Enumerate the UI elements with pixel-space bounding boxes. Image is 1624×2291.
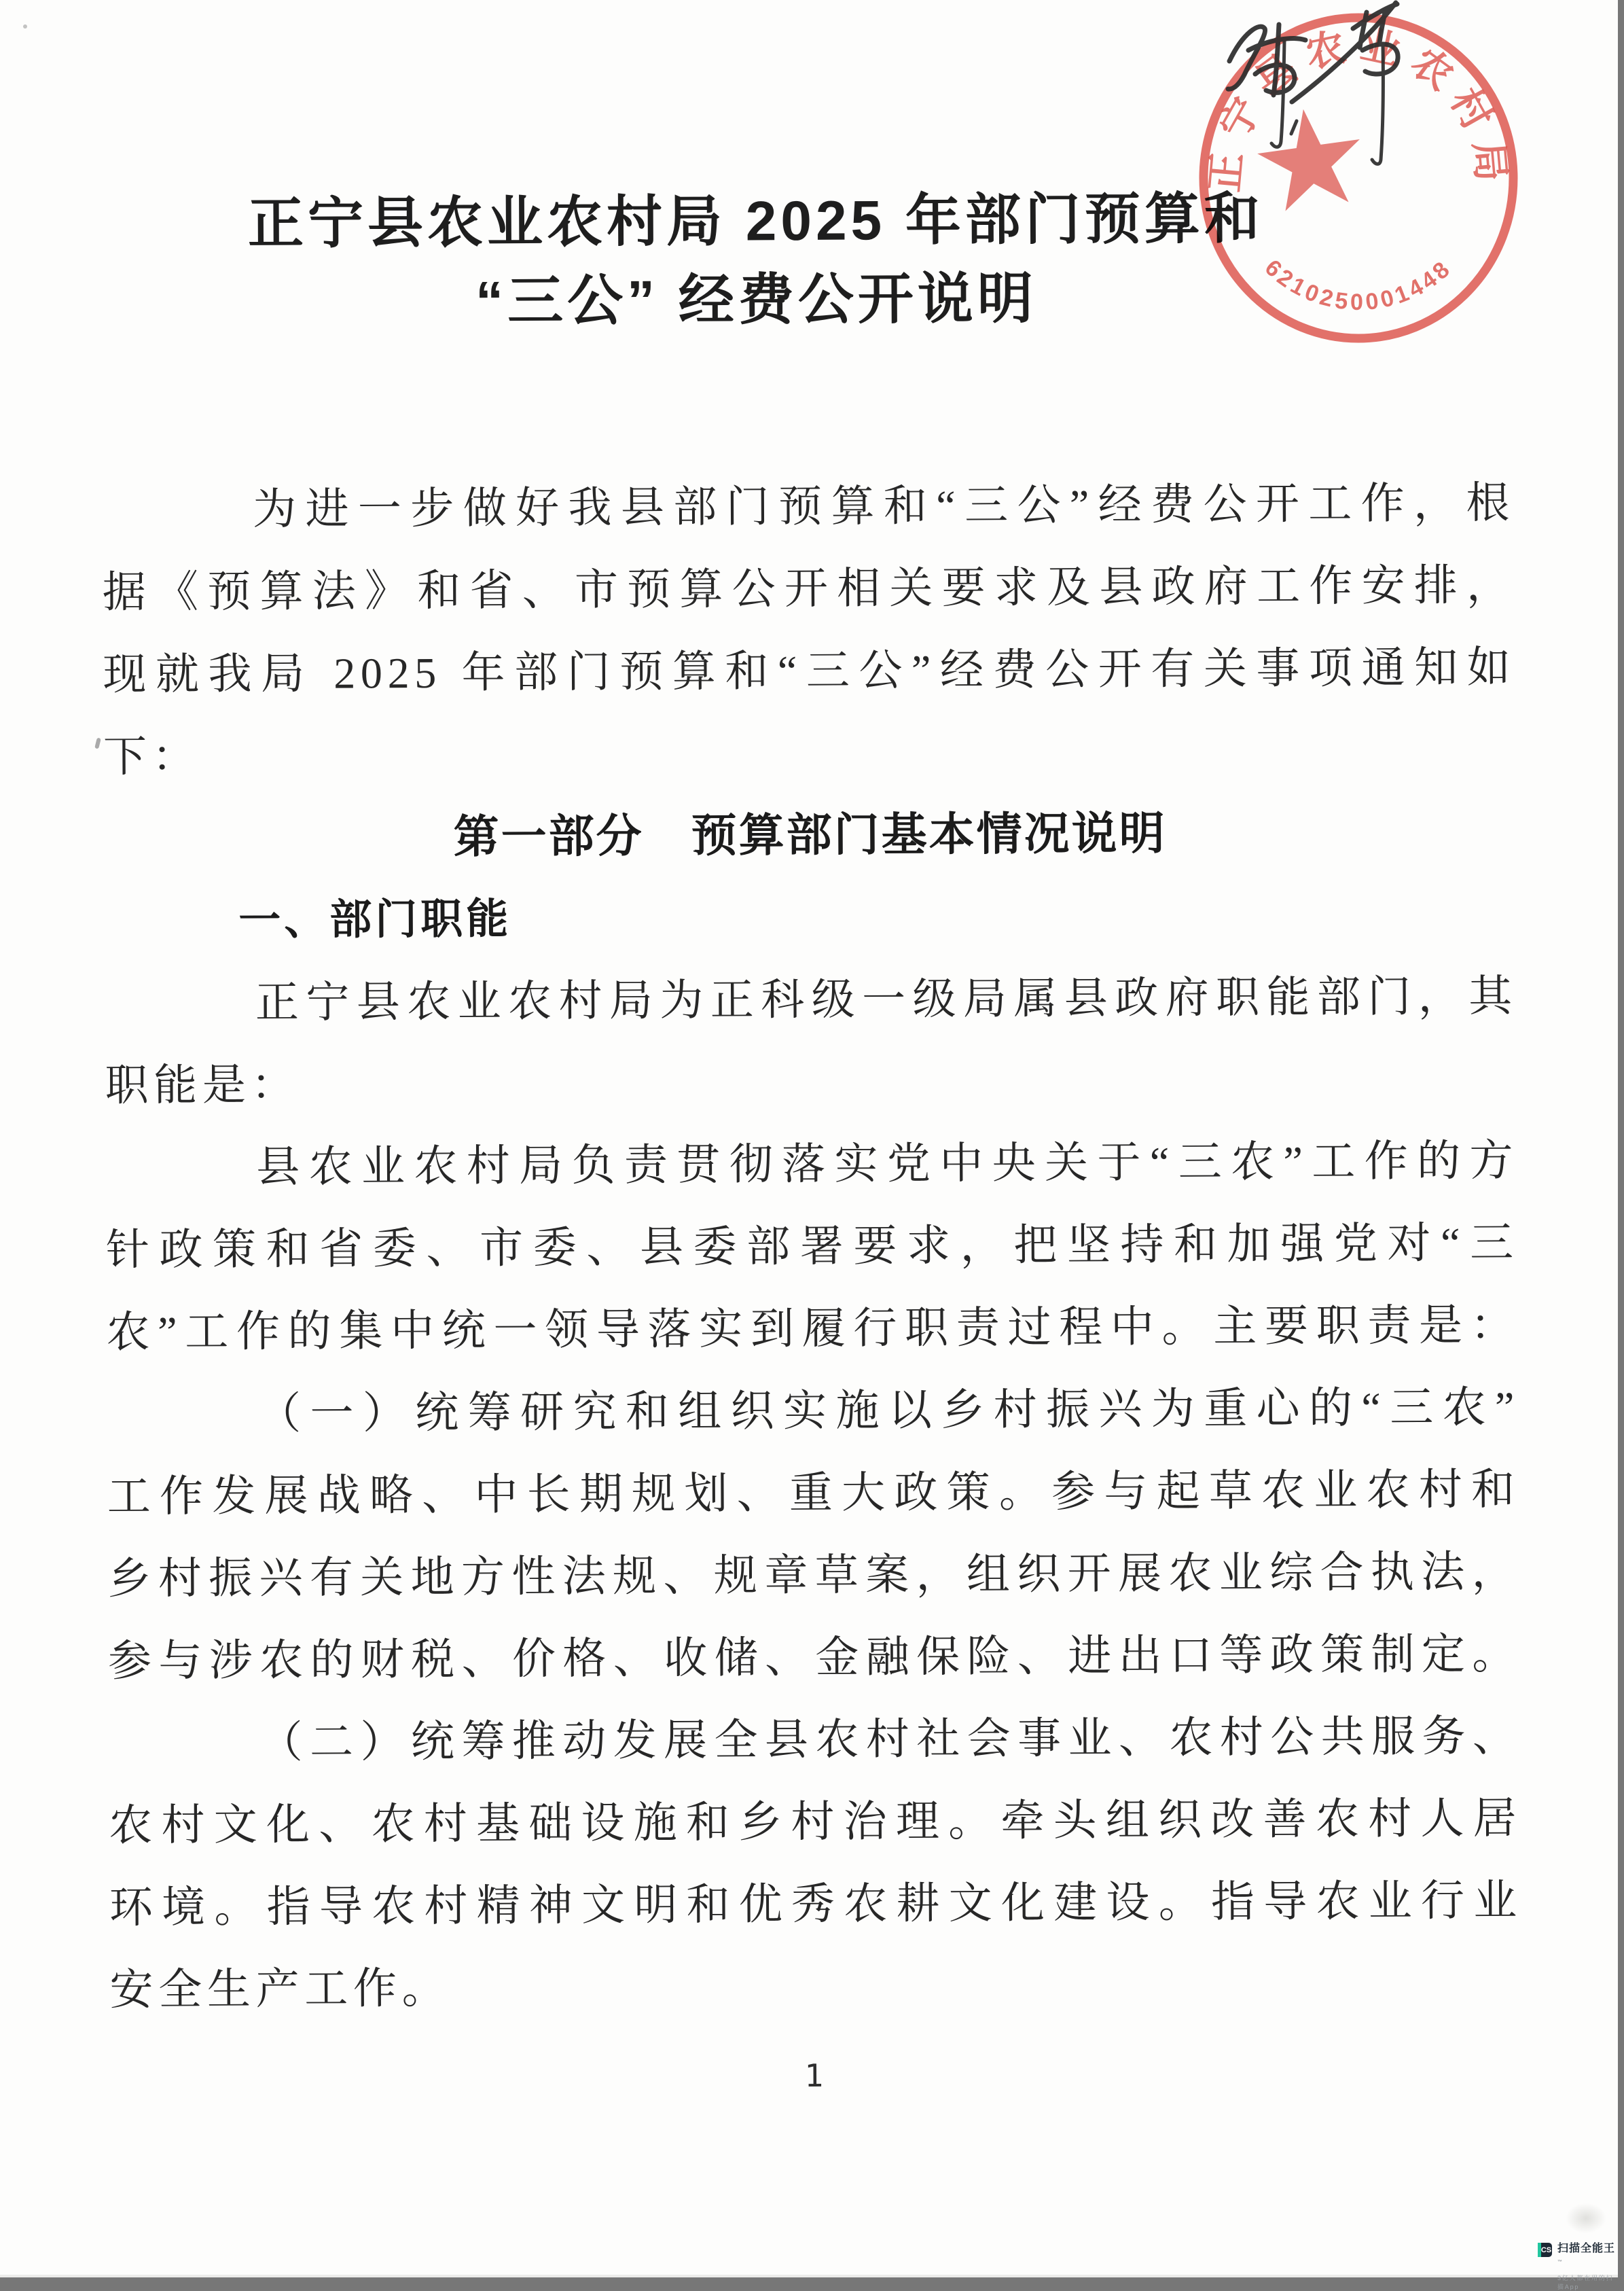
trademark-symbol: ™	[1557, 2260, 1563, 2265]
document-body	[102, 462, 1523, 2031]
camscanner-logo-icon	[1538, 2243, 1552, 2257]
document-line: 下：	[103, 732, 201, 781]
document-line: 据《预算法》和省、市预算公开相关要求及县政府工作安排，	[102, 561, 1515, 617]
app-tagline: 3亿人都在用的扫描App	[1557, 2275, 1614, 2291]
document-line: 农”工作的集中统一领导落实到履行职责过程中。主要职责是：	[106, 1300, 1519, 1357]
camscanner-watermark	[1538, 2242, 1618, 2291]
logo-letters: CS	[1540, 2245, 1552, 2254]
sub-heading: 一、部门职能	[238, 895, 512, 944]
document-line: 环境。指导农村精神文明和优秀农耕文化建设。指导农业行业	[109, 1876, 1523, 1932]
seal-org-text: 正宁县农业农村局	[1202, 22, 1515, 194]
document-line: 现就我局 2025 年部门预算和“三公”经费公开有关事项通知如	[103, 643, 1516, 699]
section-heading: 第一部分 预算部门基本情况说明	[453, 808, 1167, 863]
seal-code: 6210250001448	[1259, 254, 1458, 315]
ink-speck	[23, 24, 27, 29]
scan-edge	[0, 2275, 1618, 2277]
document-line: 安全生产工作。	[109, 1964, 451, 2014]
watermark-text	[1557, 2242, 1618, 2291]
document-line: 正宁县农业农村局为正科级一级局属县政府职能部门，其	[255, 972, 1518, 1027]
document-line: 县农业农村局负责贯彻落实党中央关于“三农”工作的方	[256, 1136, 1519, 1192]
seal-star-icon	[1252, 102, 1369, 213]
document-line: 参与涉农的财税、价格、收储、金融保险、进出口等政策制定。	[107, 1629, 1521, 1686]
document-line: 乡村振兴有关地方性法规、规章草案，组织开展农业综合执法，	[107, 1547, 1521, 1603]
document-line: 为进一步做好我县部门预算和“三公”经费公开工作，根	[252, 478, 1515, 534]
app-name: 扫描全能王™	[1557, 2243, 1616, 2265]
official-seal	[1190, 0, 1524, 358]
document-line: 针政策和省委、市委、县委部署要求，把坚持和加强党对“三	[105, 1218, 1519, 1275]
document-line: 工作发展战略、中长期规划、重大政策。参与起草农业农村和	[107, 1465, 1520, 1521]
document-line: 职能是：	[105, 1060, 300, 1110]
document-line: （二）统筹推动发展全县农村社会事业、农村公共服务、	[259, 1711, 1521, 1767]
title-line-1: 正宁县农业农村局 2025 年部门预算和	[247, 188, 1265, 255]
scan-smudge	[1565, 2203, 1607, 2234]
document-line: （一）统筹研究和组织实施以乡村振兴为重心的“三农”	[257, 1383, 1520, 1438]
page-number: 1	[804, 2057, 824, 2095]
document-line: 农村文化、农村基础设施和乡村治理。牵头组织改善农村人居	[109, 1794, 1522, 1850]
title-line-2: “三公” 经费公开说明	[475, 268, 1038, 333]
